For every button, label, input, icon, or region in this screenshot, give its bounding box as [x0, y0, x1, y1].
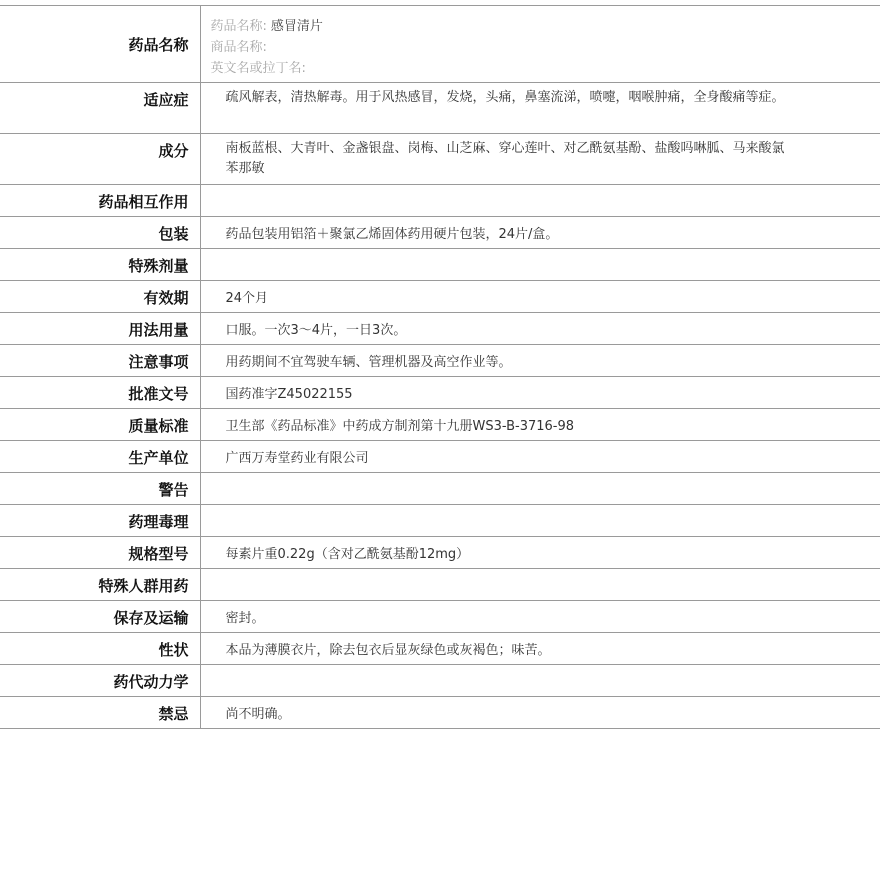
table-row	[0, 537, 880, 569]
table-row	[0, 377, 880, 409]
table-row	[0, 281, 880, 313]
row-value: 本品为薄膜衣片，除去包衣后显灰绿色或灰褐色；味苦。	[200, 633, 880, 665]
row-label: 用法用量	[0, 313, 200, 345]
generic-name-key: 药品名称:	[210, 19, 267, 34]
row-label: 注意事项	[0, 345, 200, 377]
row-label: 药代动力学	[0, 665, 200, 697]
table-row	[0, 441, 880, 473]
row-value	[200, 505, 880, 537]
trade-name-key: 商品名称:	[210, 40, 267, 55]
row-value: 药品包装用铝箔＋聚氯乙烯固体药用硬片包装，24片/盒。	[200, 217, 880, 249]
trade-name-line	[211, 37, 791, 58]
drug-info-table	[0, 5, 880, 729]
table-row	[0, 134, 880, 185]
row-label: 有效期	[0, 281, 200, 313]
row-value: 卫生部《药品标准》中药成方制剂第十九册WS3-B-3716-98	[200, 409, 880, 441]
row-value: 广西万寿堂药业有限公司	[200, 441, 880, 473]
table-row	[0, 633, 880, 665]
table-row	[0, 83, 880, 134]
row-value: 尚不明确。	[200, 697, 880, 729]
table-row	[0, 409, 880, 441]
row-label: 规格型号	[0, 537, 200, 569]
row-value: 24个月	[200, 281, 880, 313]
row-label: 生产单位	[0, 441, 200, 473]
row-value: 国药准字Z45022155	[200, 377, 880, 409]
row-value	[200, 473, 880, 505]
table-row	[0, 217, 880, 249]
row-value	[200, 665, 880, 697]
table-row	[0, 313, 880, 345]
row-value: 用药期间不宜驾驶车辆、管理机器及高空作业等。	[200, 345, 880, 377]
table-row	[0, 569, 880, 601]
row-label: 特殊剂量	[0, 249, 200, 281]
row-value: 密封。	[200, 601, 880, 633]
table-row	[0, 697, 880, 729]
drug-name-values	[200, 6, 880, 83]
row-label: 禁忌	[0, 697, 200, 729]
table-row	[0, 345, 880, 377]
row-label: 药理毒理	[0, 505, 200, 537]
generic-name-line	[211, 16, 791, 37]
table-row	[0, 473, 880, 505]
row-value: 口服。一次3～4片，一日3次。	[200, 313, 880, 345]
table-row	[0, 249, 880, 281]
row-label: 包装	[0, 217, 200, 249]
row-label: 适应症	[0, 83, 200, 134]
table-row	[0, 665, 880, 697]
row-value: 疏风解表，清热解毒。用于风热感冒，发烧，头痛，鼻塞流涕，喷嚏，咽喉肿痛，全身酸痛等症。	[200, 83, 880, 134]
drug-name-label: 药品名称	[0, 6, 200, 83]
row-label: 成分	[0, 134, 200, 185]
drug-name-row	[0, 6, 880, 83]
row-label: 保存及运输	[0, 601, 200, 633]
row-value	[200, 185, 880, 217]
row-label: 警告	[0, 473, 200, 505]
row-label: 质量标准	[0, 409, 200, 441]
row-label: 批准文号	[0, 377, 200, 409]
row-value: 南板蓝根、大青叶、金盏银盘、岗梅、山芝麻、穿心莲叶、对乙酰氨基酚、盐酸吗啉胍、马来酸氯苯那敏	[200, 134, 880, 185]
row-label: 性状	[0, 633, 200, 665]
row-label: 药品相互作用	[0, 185, 200, 217]
row-label: 特殊人群用药	[0, 569, 200, 601]
table-row	[0, 185, 880, 217]
row-value: 每素片重0.22g（含对乙酰氨基酚12mg）	[200, 537, 880, 569]
generic-name-value: 感冒清片	[270, 19, 323, 34]
latin-name-line	[211, 58, 791, 79]
row-value	[200, 249, 880, 281]
table-row	[0, 505, 880, 537]
row-value	[200, 569, 880, 601]
latin-name-key: 英文名或拉丁名:	[210, 61, 306, 76]
table-row	[0, 601, 880, 633]
